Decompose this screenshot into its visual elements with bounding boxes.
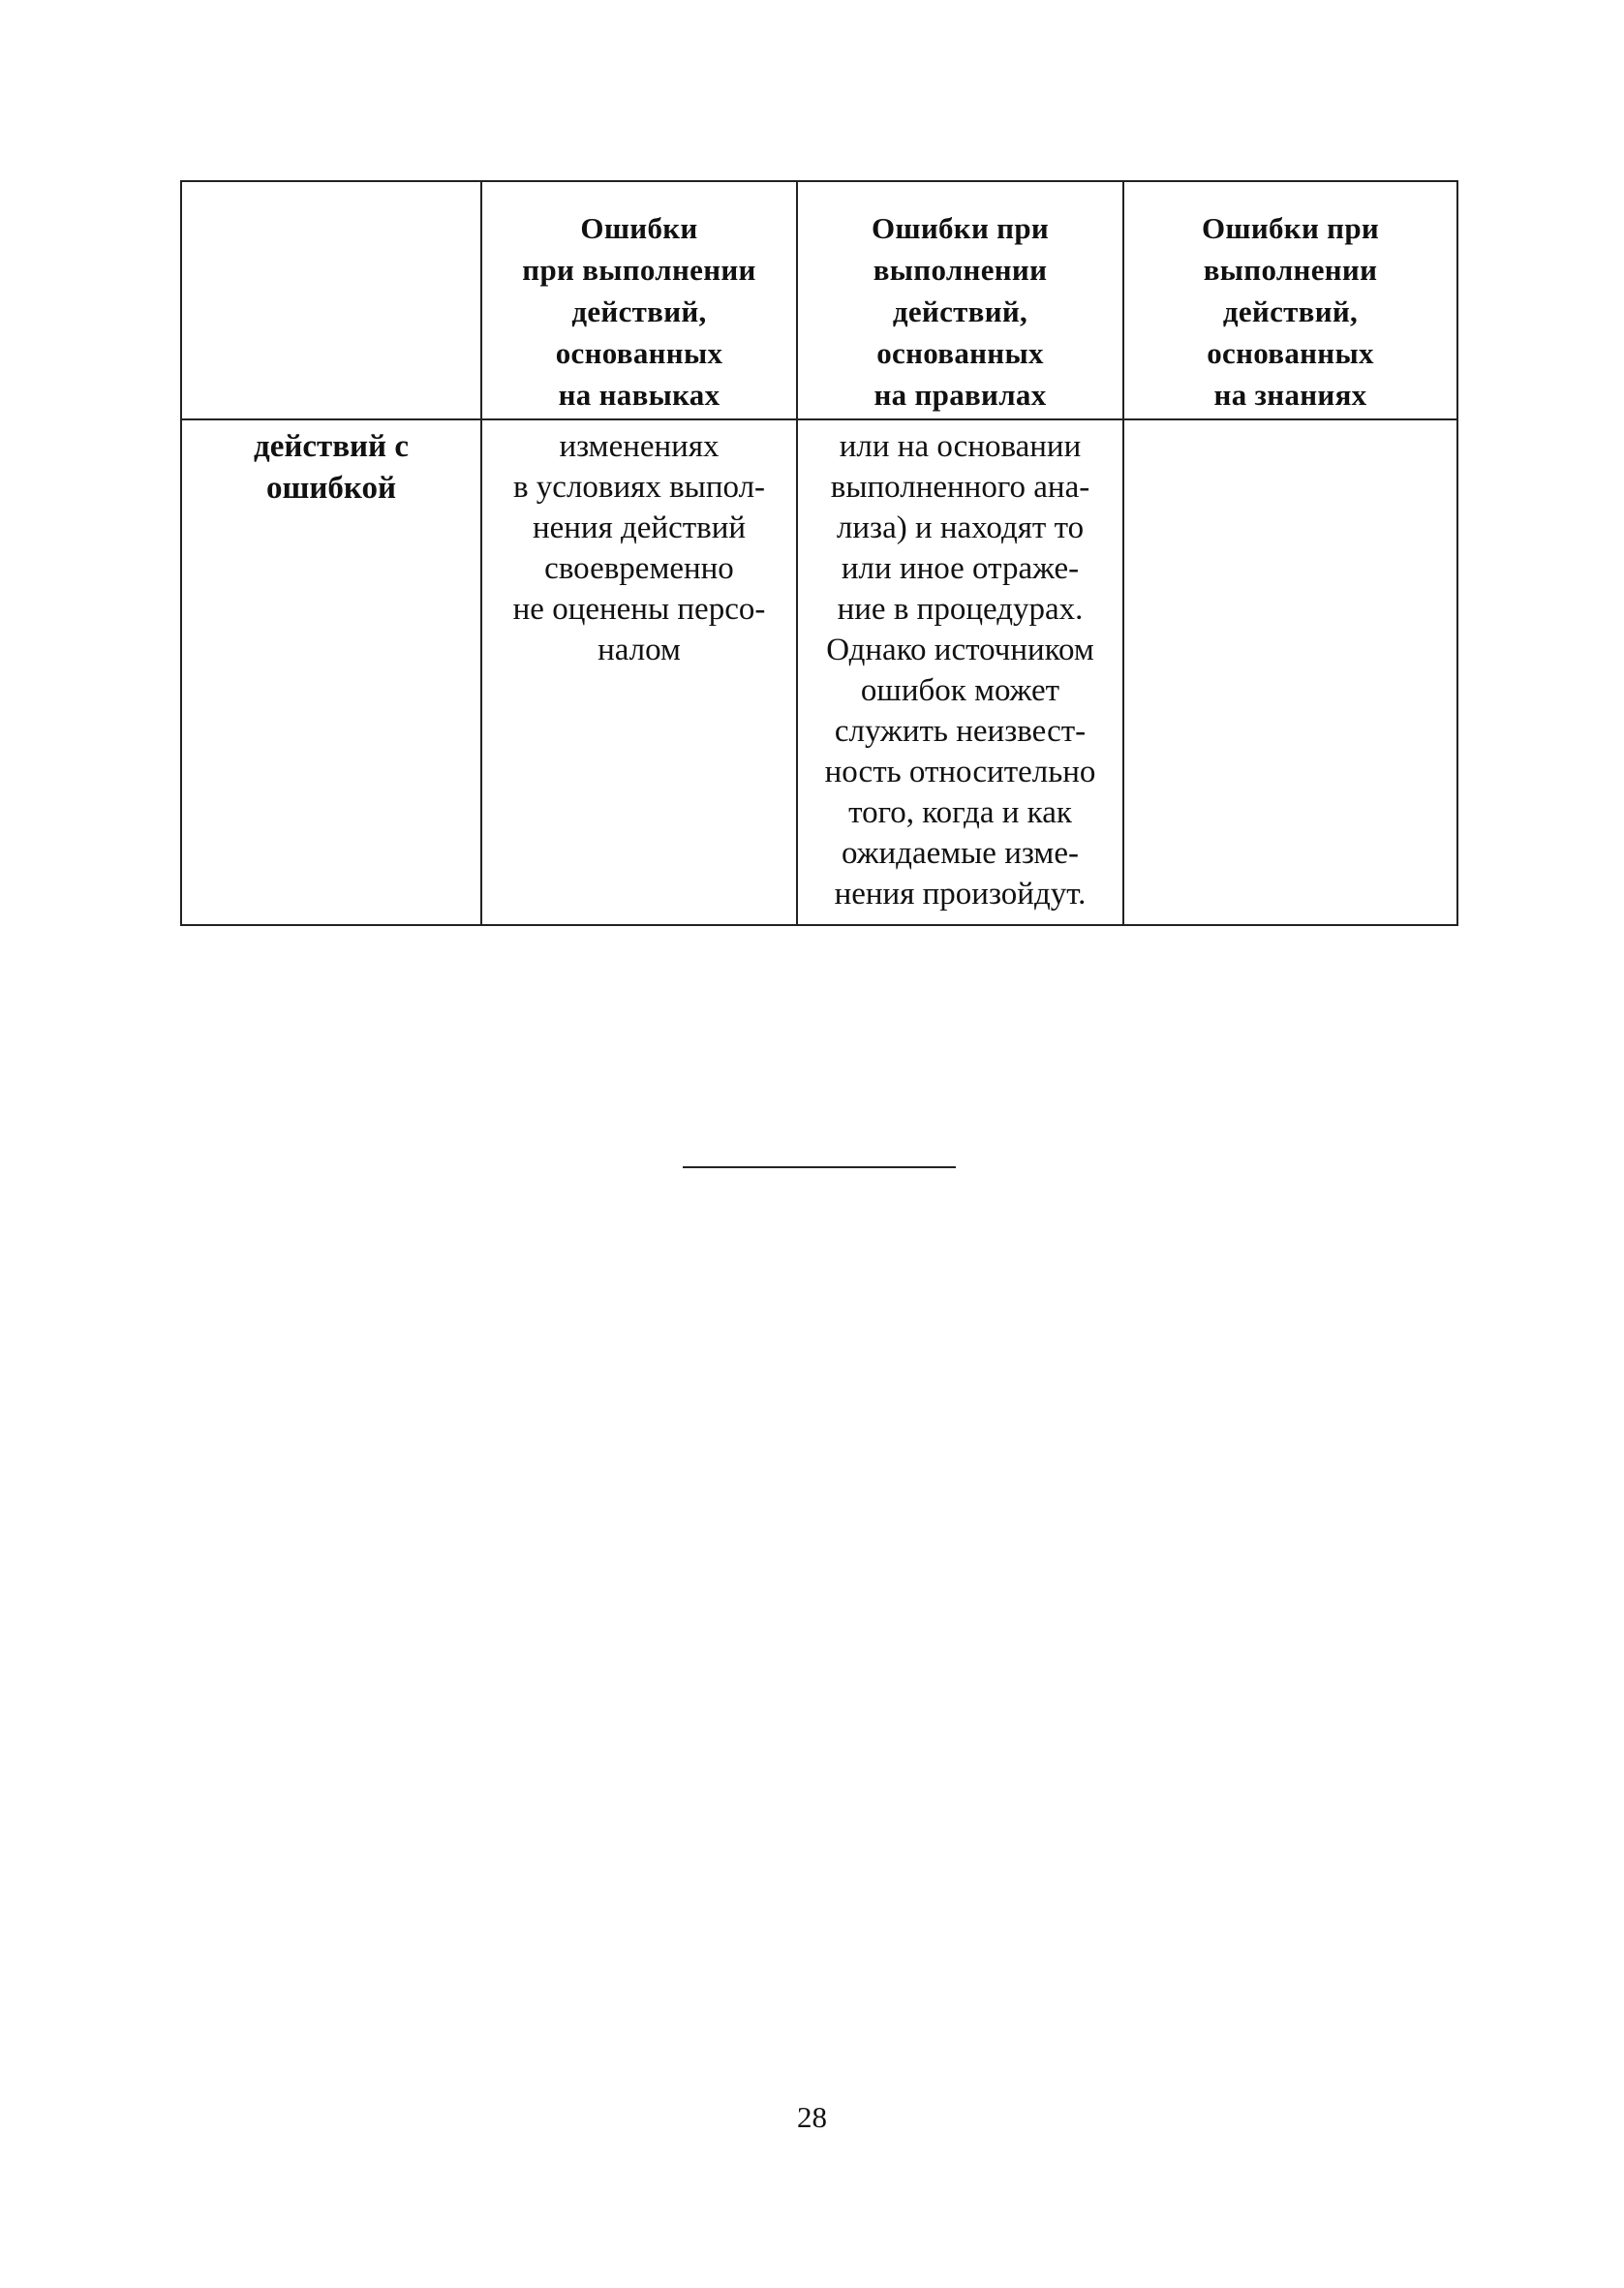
cell-text-line: не оценены персо-	[512, 592, 766, 627]
cell-text-line: того, когда и как	[848, 795, 1072, 830]
rule-based-cell	[797, 419, 1123, 925]
page-number: 28	[797, 2100, 827, 2134]
cell-text-line: в условиях выпол-	[512, 470, 766, 505]
cell-text-line: ошибок может	[860, 673, 1060, 708]
row-label-line: ошибкой	[266, 471, 396, 506]
cell-text-line: своевременно	[544, 551, 734, 586]
cell-text-line: Однако источником	[826, 633, 1094, 667]
skill-based-cell	[481, 419, 797, 925]
cell-text-line: или иное отраже-	[841, 551, 1080, 586]
header-cell-rule-based	[797, 181, 1123, 419]
error-classification-table	[180, 180, 1458, 926]
header-line: Ошибки при	[871, 211, 1050, 245]
header-line: Ошибки	[580, 211, 698, 245]
header-line: действий,	[571, 294, 707, 328]
header-line: основанных	[876, 336, 1044, 370]
cell-text-line: или на основании	[839, 429, 1082, 464]
header-cell-empty	[181, 181, 481, 419]
cell-text-line: нения действий	[532, 510, 747, 545]
table-header-row	[181, 181, 1457, 419]
cell-text-line: служить неизвест-	[834, 714, 1087, 749]
header-cell-knowledge-based	[1123, 181, 1457, 419]
cell-text-line: лиза) и находят то	[836, 510, 1085, 545]
header-line: на навыках	[558, 378, 720, 412]
cell-text-line: ние в процедурах.	[837, 592, 1084, 627]
row-label-cell	[181, 419, 481, 925]
header-line: Ошибки при	[1201, 211, 1380, 245]
cell-text-line: ожидаемые изме-	[842, 836, 1079, 871]
table-row	[181, 419, 1457, 925]
cell-text-line: нения произойдут.	[834, 877, 1087, 912]
header-line: основанных	[555, 336, 723, 370]
cell-text-line: налом	[598, 633, 681, 667]
header-line: на правилах	[873, 378, 1047, 412]
header-line: действий,	[892, 294, 1028, 328]
section-end-rule	[683, 1166, 956, 1168]
row-label-line: действий с	[254, 429, 409, 464]
header-line: выполнении	[1203, 253, 1378, 287]
header-line: на знаниях	[1213, 378, 1367, 412]
knowledge-based-cell	[1123, 419, 1457, 925]
cell-text-line: выполненного ана-	[830, 470, 1090, 505]
header-cell-skill-based	[481, 181, 797, 419]
header-line: выполнении	[873, 253, 1048, 287]
header-line: действий,	[1222, 294, 1359, 328]
cell-text-line: ность относительно	[824, 755, 1096, 789]
header-line: основанных	[1207, 336, 1374, 370]
cell-text-line: изменениях	[559, 429, 720, 464]
header-line: при выполнении	[522, 253, 756, 287]
